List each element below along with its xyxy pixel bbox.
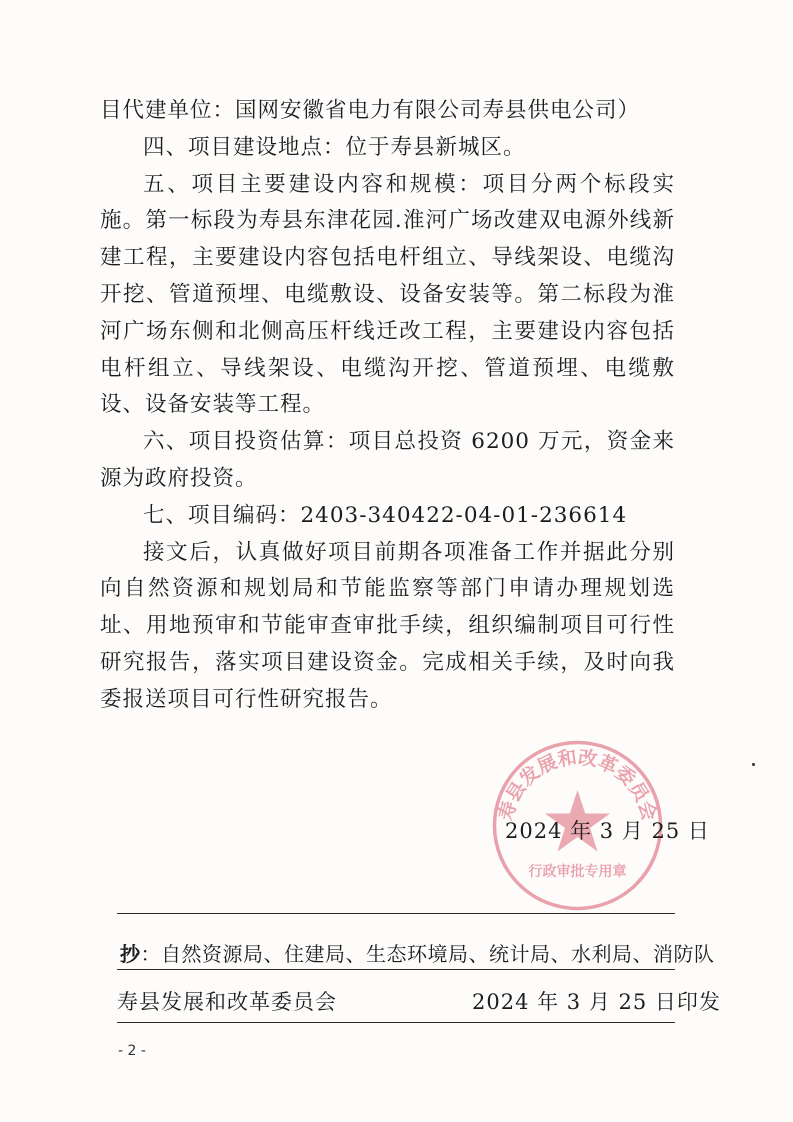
cc-recipients [120, 938, 715, 967]
footer-rule-bottom [117, 1022, 675, 1023]
issuing-authority: 寿县发展和改革委员会 [117, 990, 337, 1014]
cc-recipients-list: ：自然资源局、住建局、生态环境局、统计局、水利局、消防队 [140, 942, 715, 966]
page-number: - 2 - [118, 1043, 146, 1059]
seal-outer-text: 寿县发展和改革委员会 [494, 746, 661, 823]
document-body [100, 93, 675, 719]
scan-speck [752, 763, 755, 766]
footer-rule-top [117, 913, 675, 914]
seal-inner-text: 行政审批专用章 [528, 864, 627, 880]
paragraph-instructions: 接文后，认真做好项目前期各项准备工作并据此分别向自然资源和规划局和节能监察等部门申请办理规划选址、用地预审和节能审查审批手续，组织编制项目可行性研究报告，落实项目建设资金。完成相关手续，及时向我委报送项目可行性研究报告。 [100, 539, 675, 712]
issue-date: 2024 年 3 月 25 日印发 [472, 990, 721, 1014]
cc-label: 抄 [120, 942, 141, 966]
paragraph-location: 四、项目建设地点：位于寿县新城区。 [143, 134, 526, 160]
footer-rule-middle [117, 969, 675, 970]
signature-date: 2024 年 3 月 25 日 [505, 819, 710, 843]
paragraph-investment: 六、项目投资估算：项目总投资 6200 万元，资金来源为政府投资。 [100, 429, 675, 491]
paragraph-scope: 五、项目主要建设内容和规模：项目分两个标段实施。第一标段为寿县东津花园.淮河广场改建双电源外线新建工程，主要建设内容包括电杆组立、导线架设、电缆沟开挖、管道预埋、电缆敷设、设备安装等。第二标段为淮河广场东侧和北侧高压杆线迁改工程，主要建设内容包括电杆组立、导线架设、电缆沟开挖、管道预埋、电缆敷设、设备安装等工程。 [100, 171, 675, 418]
paragraph-builder-unit: 目代建单位：国网安徽省电力有限公司寿县供电公司） [100, 98, 641, 123]
paragraph-project-code: 七、项目编码：2403-340422-04-01-236614 [143, 502, 628, 528]
